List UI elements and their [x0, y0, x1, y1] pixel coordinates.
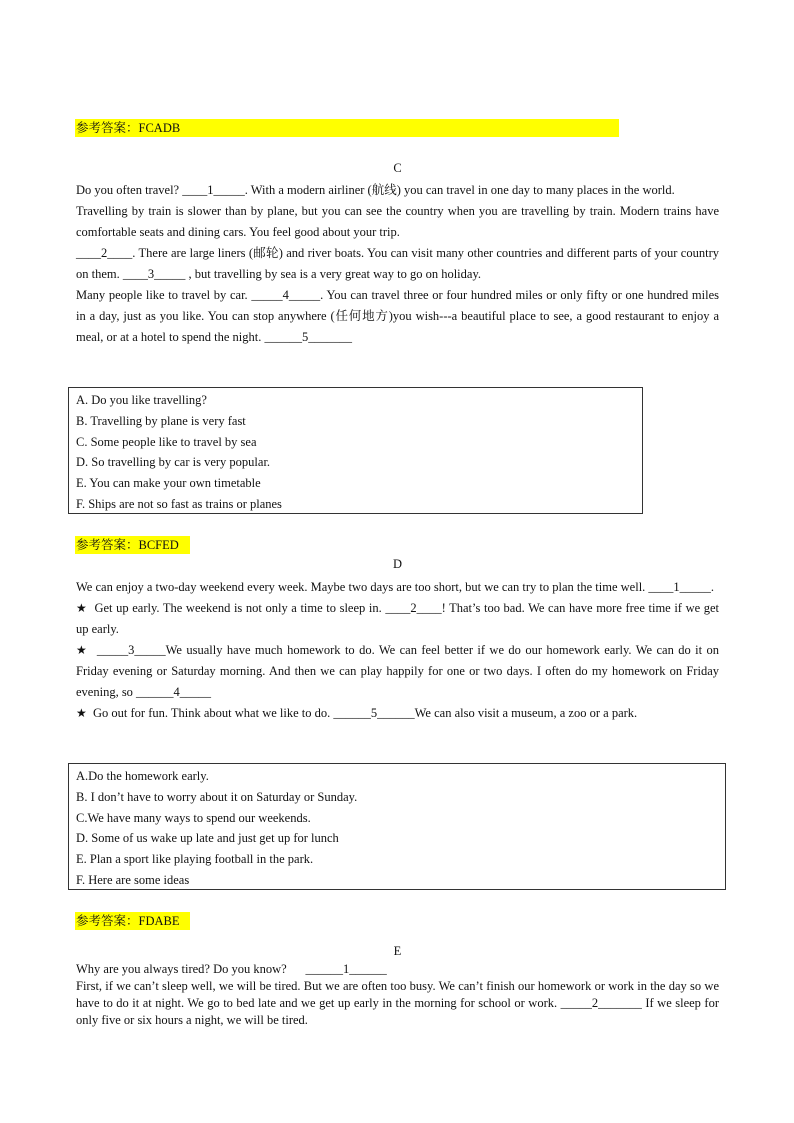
section-e-letter: E: [393, 944, 402, 958]
section-c-paragraph: ____2____. There are large liners (邮轮) and river boats. You can visit many other countries and different parts of your country on them. ____3_____ , but travelling by sea is a very great way to go on holiday.: [76, 246, 719, 281]
section-c-paragraph: Travelling by train is slower than by plane, but you can see the country when you are travelling by train. Modern trains have comfortable seats and dining cars. You feel good about your trip.: [76, 204, 719, 239]
section-d-letter: D: [392, 557, 403, 571]
option-item: E. You can make your own timetable: [76, 476, 261, 491]
option-item: A.Do the homework early.: [76, 769, 209, 783]
option-item: B. I don’t have to worry about it on Saturday or Sunday.: [76, 789, 358, 804]
answer-key-d-text: 参考答案：BCFED: [76, 538, 179, 552]
option-item: F. Here are some ideas: [76, 872, 190, 887]
section-d-passage: [76, 577, 719, 724]
option-item: C.We have many ways to spend our weekends.: [76, 810, 311, 825]
section-c-paragraph: Do you often travel? ____1_____. With a modern airliner (航线) you can travel in one day to many places in the world.: [76, 183, 675, 197]
option-item: D. So travelling by car is very popular.: [76, 455, 271, 470]
section-d-options-box: [68, 763, 726, 890]
section-d-bullet: ★ Get up early. The weekend is not only a time to sleep in. ____2____! That’s too bad. We can have more free time if we get up early.: [76, 601, 720, 636]
section-e-paragraph: First, if we can’t sleep well, we will be tired. But we are often too busy. We can’t finish our homework or work in the day so we have to do it at night. We go to bed late and we get up early in the morning for school or work. _____2_______ If we sleep for only five or six hours a night, we will be tired.: [76, 979, 719, 1027]
section-c-passage: [76, 180, 719, 348]
star-icon: ★: [76, 643, 89, 657]
answer-key-e: [75, 912, 190, 930]
answer-key-d: [75, 536, 190, 554]
option-item: D. Some of us wake up late and just get up for lunch: [76, 831, 339, 846]
option-item: F. Ships are not so fast as trains or planes: [76, 496, 282, 511]
answer-key-c: [75, 119, 619, 137]
option-item: E. Plan a sport like playing football in the park.: [76, 852, 314, 867]
option-item: A. Do you like travelling?: [76, 393, 207, 407]
option-item: B. Travelling by plane is very fast: [76, 413, 246, 428]
answer-key-e-text: 参考答案：FDABE: [76, 914, 180, 928]
star-icon: ★: [76, 706, 87, 720]
star-icon: ★: [76, 601, 88, 615]
section-c-paragraph: Many people like to travel by car. _____4_____. You can travel three or four hundred miles or only fifty or one hundred miles in a day, just as you like. You can stop anywhere (任何地方)you wish---a beautiful place to see, a good restaurant to enjoy a meal, or at a hotel to spend the night. ______5_______: [76, 288, 719, 344]
section-e-paragraph: Why are you always tired? Do you know? ______1______: [76, 962, 387, 976]
section-e-passage: [76, 961, 719, 1029]
section-d-bullet: ★ _____3_____We usually have much homework to do. We can feel better if we do our homework early. We can do it on Friday evening or Saturday morning. And then we can play happily for one or two days. I often do my homework on Friday evening, so ______4_____: [76, 643, 720, 699]
section-c-letter: C: [393, 161, 402, 175]
answer-key-c-text: 参考答案：FCADB: [76, 121, 181, 135]
section-d-intro: We can enjoy a two-day weekend every week. Maybe two days are too short, but we can try to plan the time well. ____1_____.: [76, 580, 715, 594]
section-c-options-box: [68, 387, 643, 514]
option-item: C. Some people like to travel by sea: [76, 434, 257, 449]
section-d-bullet: ★ Go out for fun. Think about what we like to do. ______5______We can also visit a museum, a zoo or a park.: [76, 706, 638, 720]
